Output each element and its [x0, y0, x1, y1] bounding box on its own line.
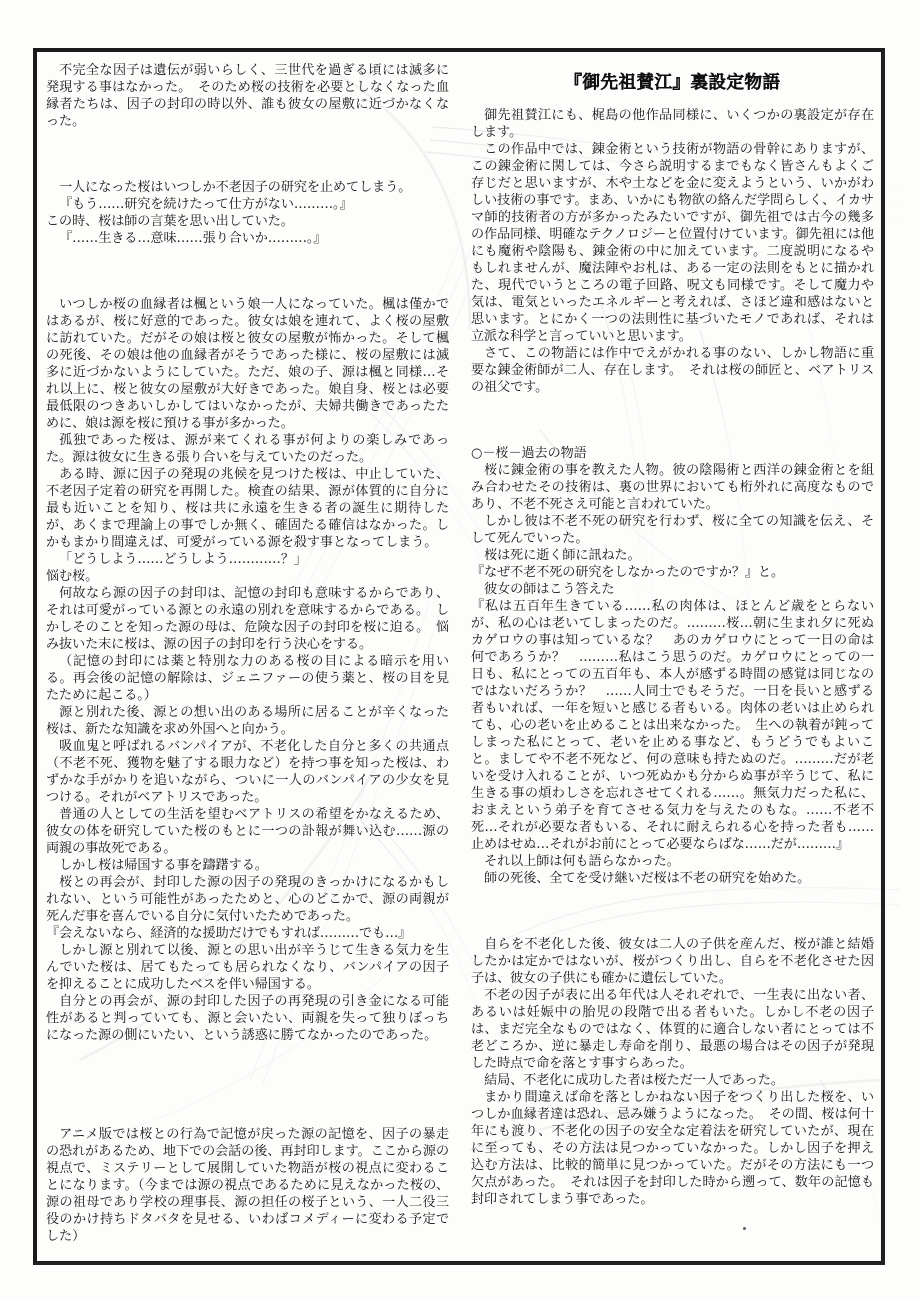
- paragraph: 不完全な因子は遺伝が弱いらしく、三世代を過ぎる頃には滅多に発現する事はなかった。 そのため桜の技術を必要としなくなった血縁者たちは、因子の封印の時以外、誰も彼女の屋敷に近づかなくなった。: [46, 63, 449, 129]
- paragraph: しかし源と別れて以後、源との思い出が辛うじて生きる気力を生んでいた桜は、居てもたっても居られなくなり、バンパイアの因子を抑えることに成功したベスを伴い帰国する。: [46, 943, 449, 992]
- paragraph: 一人になった桜はいつしか不老因子の研究を止めてしまう。: [59, 180, 412, 195]
- paragraph: 源と別れた後、源との想い出のある場所に居ることが辛くなった桜は、新たな知識を求め外国へと向かう。: [46, 705, 449, 737]
- paragraph: 悩む桜。: [46, 569, 99, 584]
- spacer: [471, 412, 874, 429]
- paragraph: 『会えないなら、経済的な援助だけでもすれば………でも…』: [46, 926, 412, 941]
- paragraph: しかし桜は帰国する事を躊躇する。: [59, 858, 268, 873]
- paragraph: 桜に錬金術の事を教えた人物。彼の陰陽術と西洋の錬金術とを組み合わせたその技術は、裏の世界においても桁外れに高度なものであり、不老不死さえ可能と言われていた。: [471, 463, 874, 512]
- paragraph: ある時、源に因子の発現の兆候を見つけた桜は、中止していた、不老因子定着の研究を再開した。検査の結果、源が体質的に自分に最も近いことを知り、桜は共に永遠を生きる者の誕生に期待したが、あくまで理論上の事でしか無く、確固たる確信はなかった。しかもまかり間違えば、可愛がっている源を殺す事となってしまう。: [46, 467, 449, 550]
- paragraph: この時、桜は師の言葉を思い出していた。: [46, 214, 294, 229]
- paragraph: 普通の人としての生活を望むベアトリスの希望をかなえるため、彼女の体を研究していた桜のもとに一つの訃報が舞い込む……源の両親の事故死である。: [46, 807, 449, 856]
- paragraph: 『なぜ不老不死の研究をしなかったのですか？』と。: [471, 565, 785, 580]
- section-heading: ○－桜－過去の物語: [471, 446, 587, 461]
- paragraph: この作品中では、錬金術という技術が物語の骨幹にありますが、この錬金術に関しては、今さら説明するまでもなく皆さんもよくご存じだと思いますが、木や土などを金に変えようという、いかがわしい技術の事です。まあ、いかにも物欲の絡んだ学問らしく、イカサマ師的技術者の方が多かったみたいですが、御先祖では古今の幾多の作品同様、明確なテクノロジーと位置付けています。御先祖には他にも魔術や陰陽も、錬金術の中に加えています。二度説明になるやもしれませんが、魔法陣やお札は、ある一定の法則をもとに描かれた、現代でいうところの電子回路、呪文も同様です。そして魔力や気は、電気といったエネルギーと考えれば、さほど違和感はないと思います。とにかく一つの法則性に基づいたモノであれば、それは立派な科学と言っていいと思います。: [471, 142, 874, 344]
- paragraph: 「どうしよう……どうしよう…………？」: [59, 552, 307, 567]
- spacer: [46, 1093, 449, 1110]
- paragraph: 吸血鬼と呼ばれるバンパイアが、不老化した自分と多くの共通点（不老不死、獲物を魅了する眼力など）を持つ事を知った桜は、わずかな手がかりを追いながら、ついに一人のバンパイアの少女を見つける。それがベアトリスであった。: [46, 739, 449, 805]
- paragraph: 『もう……研究を続けたって仕方がない………。』: [59, 197, 353, 212]
- paragraph: 孤独であった桜は、源が来てくれる事が何よりの楽しみであった。源は彼女に生きる張り合いを与えていたのだった。: [46, 433, 449, 465]
- paragraph: 何故なら源の因子の封印は、記憶の封印も意味するからであり、それは可愛がっている源との永遠の別れを意味するからである。 しかしそのことを知った源の母は、危険な因子の封印を桜に迫る。 悩み抜いた末に桜は、源の因子の封印を行う決心をする。: [46, 586, 449, 652]
- spacer: [46, 263, 449, 280]
- paragraph: アニメ版では桜との行為で記憶が戻った源の記憶を、因子の暴走の恐れがあるため、地下での会話の後、再封印します。ここから源の視点で、ミステリーとして展開していた物語が桜の視点に変わることになります。（今までは源の視点であるために見えなかった桜の、源の祖母であり学校の理事長、源の担任の桜子という、一人二役三役のかけ持ちドタバタを見せる、いわばコメディーに変わる予定でした）: [46, 1127, 449, 1244]
- page-title: 『御先祖賛江』裏設定物語: [564, 73, 781, 93]
- paragraph: 自分との再会が、源の封印した因子の再発現の引き金になる可能性があると判っていても、源と会いたい、両親を失って独りぼっちになった源の側にいたい、という誘惑に勝てなかったのであった。: [46, 994, 449, 1043]
- paragraph: 御先祖賛江にも、梶島の他作品同様に、いくつかの裏設定が存在します。: [471, 108, 874, 140]
- paragraph: 不老の因子が表に出る年代は人それぞれで、一生表に出ない者、あるいは妊娠中の胎児の段階で出る者もいた。しかし不老の因子は、まだ完全なものではなく、体質的に適合しない者にとっては不老どころか、逆に暴走し寿命を削り、最悪の場合はその因子が発現した時点で命を落とす事すらあった。: [471, 988, 874, 1071]
- paragraph: 『……生きる…意味……張り合いか………。』: [59, 231, 327, 246]
- paragraph: 桜は死に逝く師に訊ねた。: [484, 548, 641, 563]
- spacer: [46, 1060, 449, 1077]
- paragraph: （記憶の封印には薬と特別な力のある桜の目による暗示を用いる。再会後の記憶の解除は、ジェニファーの使う薬と、桜の目を見たために起こる。）: [46, 654, 449, 703]
- right-text-column: [471, 62, 874, 1252]
- paragraph: いつしか桜の血縁者は楓という娘一人になっていた。楓は僅かではあるが、桜に好意的であった。彼女は娘を連れて、よく桜の屋敷に訪れていた。だがその娘は桜と彼女の屋敷が怖かった。そして楓の死後、その娘は他の血縁者がそうであった様に、桜の屋敷には滅多に近づかないようにしていた。ただ、娘の子、源は楓と同様…それ以上に、桜と彼女の屋敷が大好きであった。娘自身、桜とは必要最低限のつきあいしかしてはいなかったが、夫婦共働きであったために、娘は源を桜に預ける事が多かった。: [46, 297, 449, 431]
- paragraph: しかし彼は不老不死の研究を行わず、桜に全ての知識を伝え、そして死んでいった。: [471, 514, 874, 546]
- paragraph: それ以上師は何も語らなかった。: [484, 854, 680, 869]
- paragraph: 桜との再会が、封印した源の因子の発現のきっかけになるかもしれない、という可能性があったためと、心のどこかで、源の両親が死んだ事を喜んでいる自分に気付いたためであった。: [46, 875, 449, 924]
- paragraph: まかり間違えば命を落としかねない因子をつくり出した桜を、いつしか血縁者達は恐れ、忌み嫌うようになった。 その間、桜は何十年にも渡り、不老化の因子の安全な定着法を研究していたが、現在に至っても、その方法は見つかっていなかった。しかし因子を押え込む方法は、比較的簡単に見つかっていた。だがその方法にも一つ欠点があった。 それは因子を封印した時から遡って、数年の記憶も封印されてしまう事であった。: [471, 1090, 874, 1207]
- spacer: [46, 146, 449, 163]
- paragraph: 彼女の師はこう答えた: [484, 582, 615, 597]
- paragraph: 師の死後、全てを受け継いだ桜は不老の研究を始めた。: [484, 871, 811, 886]
- paragraph: さて、この物語には作中でえがかれる事のない、しかし物語に重要な錬金術師が二人、存在します。 それは桜の師匠と、ベアトリスの祖父です。: [471, 346, 874, 395]
- paragraph: 『私は五百年生きている……私の肉体は、ほとんど歳をとらないが、私の心は老いてしまったのだ。………桜…朝に生まれ夕に死ぬカゲロウの事は知っているな？ あのカゲロウにとって一日の命は何であろうか？ ………私はこう思うのだ。カゲロウにとっての一日も、私にとっての五百年も、本人が感ずる時間の感覚は同じなのではないだろうか？ ……人同士でもそうだ。一日を長いと感ずる者もいれば、一年を短いと感じる者もいる。肉体の老いは止められても、心の老いを止めることは出来なかった。 生への執着が鈍ってしまった私にとって、老いを止める事など、もうどうでもよいこと。ましてや不老不死など、何の意味も持たぬのだ。………だが老いを受け入れることが、いつ死ぬかも分からぬ事が辛うじて、私に生きる事の煩わしさを忘れさせてくれる……。無気力だった私に、おまえという弟子を育てさせる気力を与えたのもな。……不老不死…それが必要な者もいる、それに耐えられる心を持った者も……止めはせぬ…それがお前にとって必要ならばな……だが………』: [471, 599, 874, 852]
- left-text-column: [46, 62, 449, 1252]
- scan-speck: [743, 1227, 746, 1230]
- paragraph: 自らを不老化した後、彼女は二人の子供を産んだ、桜が誰と結婚したかは定かではないが、桜がつくり出し、自らを不老化させた因子は、彼女の子供にも確かに遺伝していた。: [471, 937, 874, 986]
- two-column-layout: [46, 62, 874, 1252]
- paragraph: 結局、不老化に成功した者は桜ただ一人であった。: [484, 1073, 784, 1088]
- spacer: [471, 903, 874, 920]
